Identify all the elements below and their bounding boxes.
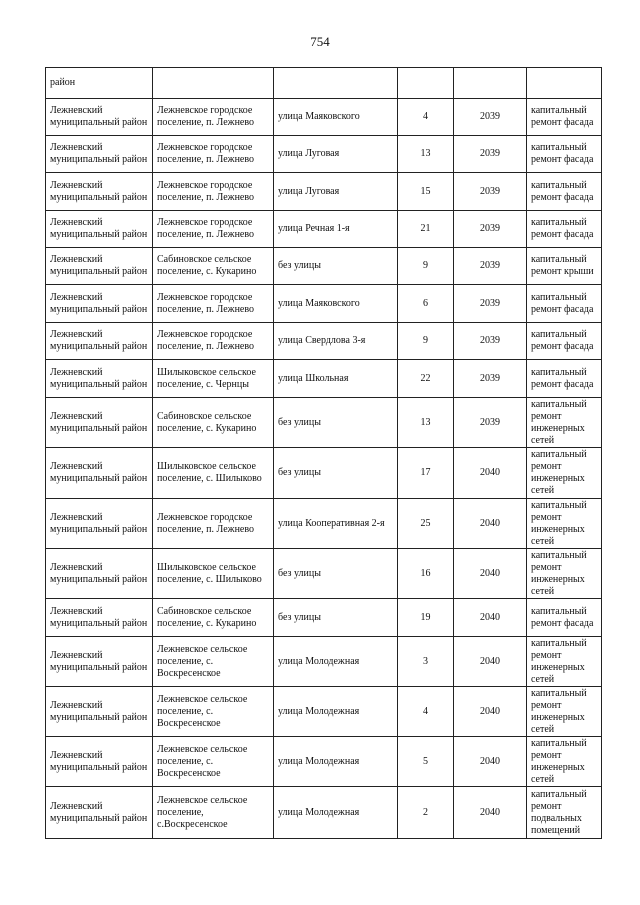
work-cell: капитальный ремонт инженерных сетей [527, 737, 602, 787]
year-cell: 2040 [454, 787, 527, 839]
housing-repair-table [45, 67, 602, 839]
year-cell: 2039 [454, 360, 527, 398]
house-cell: 25 [398, 499, 454, 549]
table-row [46, 787, 602, 839]
work-cell: капитальный ремонт инженерных сетей [527, 499, 602, 549]
settlement-cell [153, 68, 274, 99]
street-cell: улица Луговая [274, 136, 398, 173]
street-cell: улица Маяковского [274, 99, 398, 136]
district-cell: Лежневский муниципальный район [46, 136, 153, 173]
house-cell: 13 [398, 398, 454, 448]
work-cell: капитальный ремонт подвальных помещений [527, 787, 602, 839]
settlement-cell: Лежневское городское поселение, п. Лежнево [153, 323, 274, 360]
table-row [46, 173, 602, 211]
street-cell: улица Кооперативная 2-я [274, 499, 398, 549]
street-cell: без улицы [274, 549, 398, 599]
street-cell: улица Молодежная [274, 687, 398, 737]
house-cell: 9 [398, 248, 454, 285]
street-cell: улица Речная 1-я [274, 211, 398, 248]
settlement-cell: Шилыковское сельское поселение, с. Шилыково [153, 448, 274, 499]
work-cell: капитальный ремонт инженерных сетей [527, 687, 602, 737]
district-cell: Лежневский муниципальный район [46, 398, 153, 448]
district-cell: Лежневский муниципальный район [46, 499, 153, 549]
district-cell: Лежневский муниципальный район [46, 737, 153, 787]
district-cell: Лежневский муниципальный район [46, 323, 153, 360]
table-row [46, 599, 602, 637]
house-cell: 13 [398, 136, 454, 173]
continuation-row [46, 68, 602, 99]
district-cell: Лежневский муниципальный район [46, 549, 153, 599]
work-cell: капитальный ремонт фасада [527, 211, 602, 248]
street-cell: улица Свердлова 3-я [274, 323, 398, 360]
year-cell [454, 68, 527, 99]
table-row [46, 136, 602, 173]
district-cell: Лежневский муниципальный район [46, 248, 153, 285]
district-cell: Лежневский муниципальный район [46, 211, 153, 248]
house-cell: 9 [398, 323, 454, 360]
street-cell: улица Молодежная [274, 737, 398, 787]
settlement-cell: Лежневское городское поселение, п. Лежнево [153, 173, 274, 211]
district-cell: Лежневский муниципальный район [46, 285, 153, 323]
street-cell: без улицы [274, 248, 398, 285]
year-cell: 2039 [454, 99, 527, 136]
table-row [46, 360, 602, 398]
work-cell: капитальный ремонт фасада [527, 599, 602, 637]
year-cell: 2039 [454, 285, 527, 323]
year-cell: 2040 [454, 499, 527, 549]
table-row [46, 248, 602, 285]
street-cell: без улицы [274, 599, 398, 637]
year-cell: 2039 [454, 248, 527, 285]
settlement-cell: Лежневское городское поселение, п. Лежнево [153, 211, 274, 248]
district-cell: Лежневский муниципальный район [46, 448, 153, 499]
settlement-cell: Сабиновское сельское поселение, с. Кукарино [153, 398, 274, 448]
table-row [46, 687, 602, 737]
street-cell: улица Луговая [274, 173, 398, 211]
settlement-cell: Лежневское городское поселение, п. Лежнево [153, 285, 274, 323]
district-cell: Лежневский муниципальный район [46, 687, 153, 737]
work-cell: капитальный ремонт фасада [527, 360, 602, 398]
street-cell: без улицы [274, 448, 398, 499]
table-row [46, 549, 602, 599]
work-cell: капитальный ремонт фасада [527, 173, 602, 211]
settlement-cell: Лежневское городское поселение, п. Лежнево [153, 99, 274, 136]
year-cell: 2040 [454, 687, 527, 737]
table-row [46, 99, 602, 136]
district-cell: Лежневский муниципальный район [46, 360, 153, 398]
work-cell: капитальный ремонт инженерных сетей [527, 637, 602, 687]
house-cell: 4 [398, 687, 454, 737]
settlement-cell: Шилыковское сельское поселение, с. Шилыково [153, 549, 274, 599]
table-row [46, 637, 602, 687]
house-cell: 16 [398, 549, 454, 599]
settlement-cell: Лежневское сельское поселение, с. Воскресенское [153, 687, 274, 737]
year-cell: 2040 [454, 549, 527, 599]
house-cell: 3 [398, 637, 454, 687]
street-cell: улица Молодежная [274, 787, 398, 839]
district-cell: Лежневский муниципальный район [46, 99, 153, 136]
work-cell: капитальный ремонт фасада [527, 323, 602, 360]
table-row [46, 448, 602, 499]
work-cell: капитальный ремонт фасада [527, 136, 602, 173]
house-cell [398, 68, 454, 99]
year-cell: 2039 [454, 323, 527, 360]
work-cell: капитальный ремонт фасада [527, 99, 602, 136]
table-row [46, 285, 602, 323]
settlement-cell: Лежневское городское поселение, п. Лежнево [153, 499, 274, 549]
house-cell: 2 [398, 787, 454, 839]
settlement-cell: Шилыковское сельское поселение, с. Чернцы [153, 360, 274, 398]
table-row [46, 211, 602, 248]
district-cell: Лежневский муниципальный район [46, 637, 153, 687]
house-cell: 5 [398, 737, 454, 787]
district-cell: Лежневский муниципальный район [46, 599, 153, 637]
street-cell: улица Школьная [274, 360, 398, 398]
work-cell: капитальный ремонт инженерных сетей [527, 549, 602, 599]
settlement-cell: Сабиновское сельское поселение, с. Кукарино [153, 248, 274, 285]
year-cell: 2039 [454, 173, 527, 211]
work-cell: капитальный ремонт инженерных сетей [527, 448, 602, 499]
year-cell: 2040 [454, 448, 527, 499]
street-cell: улица Маяковского [274, 285, 398, 323]
district-cell: район [46, 68, 153, 99]
street-cell [274, 68, 398, 99]
house-cell: 17 [398, 448, 454, 499]
year-cell: 2040 [454, 637, 527, 687]
year-cell: 2040 [454, 599, 527, 637]
street-cell: улица Молодежная [274, 637, 398, 687]
settlement-cell: Лежневское сельское поселение, с. Воскресенское [153, 737, 274, 787]
table-row [46, 499, 602, 549]
house-cell: 15 [398, 173, 454, 211]
street-cell: без улицы [274, 398, 398, 448]
work-cell: капитальный ремонт инженерных сетей [527, 398, 602, 448]
district-cell: Лежневский муниципальный район [46, 173, 153, 211]
settlement-cell: Лежневское сельское поселение, с.Воскресенское [153, 787, 274, 839]
year-cell: 2039 [454, 136, 527, 173]
table-row [46, 737, 602, 787]
year-cell: 2039 [454, 211, 527, 248]
work-cell: капитальный ремонт фасада [527, 285, 602, 323]
house-cell: 21 [398, 211, 454, 248]
settlement-cell: Сабиновское сельское поселение, с. Кукарино [153, 599, 274, 637]
work-cell [527, 68, 602, 99]
table-row [46, 323, 602, 360]
house-cell: 4 [398, 99, 454, 136]
settlement-cell: Лежневское сельское поселение, с. Воскресенское [153, 637, 274, 687]
house-cell: 6 [398, 285, 454, 323]
table-row [46, 398, 602, 448]
work-cell: капитальный ремонт крыши [527, 248, 602, 285]
house-cell: 22 [398, 360, 454, 398]
year-cell: 2039 [454, 398, 527, 448]
page-number: 754 [310, 34, 330, 49]
settlement-cell: Лежневское городское поселение, п. Лежнево [153, 136, 274, 173]
year-cell: 2040 [454, 737, 527, 787]
house-cell: 19 [398, 599, 454, 637]
district-cell: Лежневский муниципальный район [46, 787, 153, 839]
